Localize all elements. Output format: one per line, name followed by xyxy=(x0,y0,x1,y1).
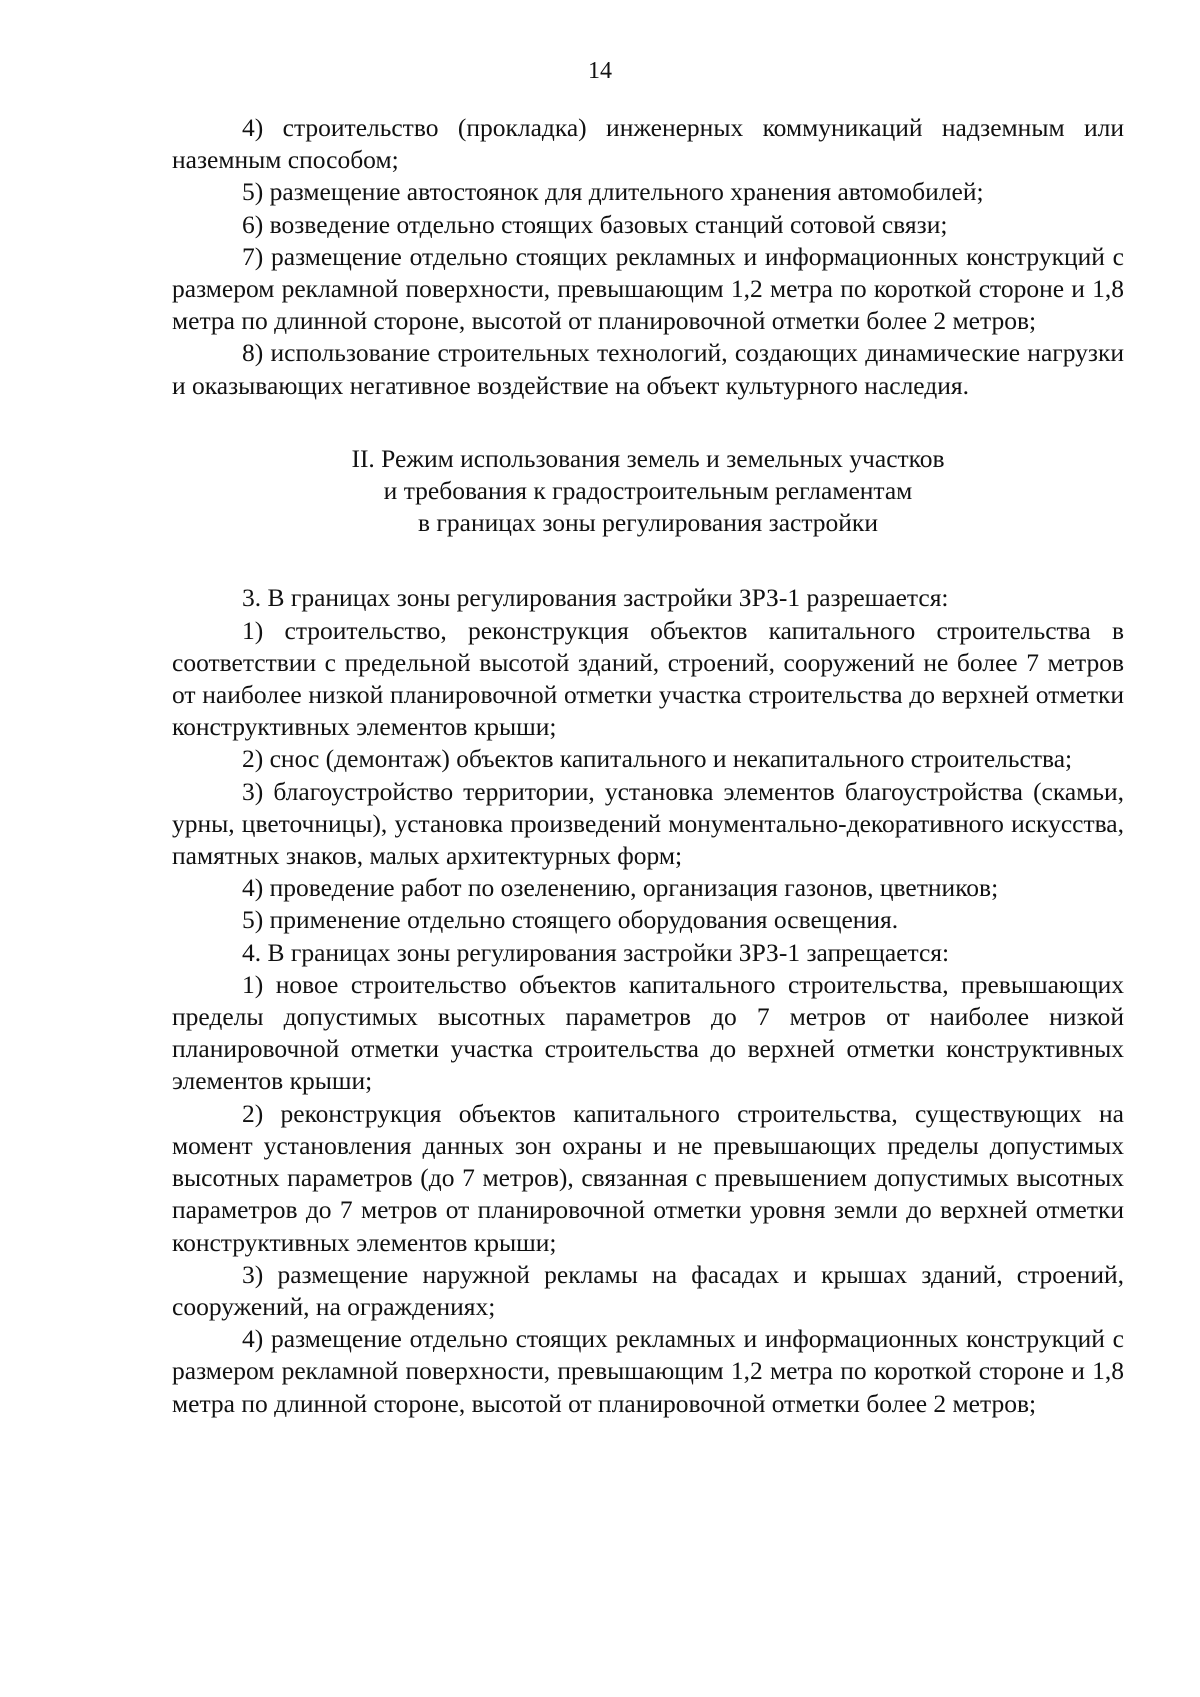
section-heading-line: в границах зоны регулирования застройки xyxy=(418,508,878,538)
paragraph: 2) реконструкция объектов капитального строительства, существующих на момент установления данных зон охраны и не превышающих пределы допустимых высотных параметров (до 7 метров), связанная с превышением допустимых высотных параметров до 7 метров от планировочной отметки уровня земли до верхней отметки конструктивных элементов крыши; xyxy=(172,1098,1124,1257)
paragraph: 3) размещение наружной рекламы на фасадах и крышах зданий, строений, сооружений, на ограждениях; xyxy=(172,1259,1124,1321)
paragraph: 3) благоустройство территории, установка элементов благоустройства (скамьи, урны, цветочницы), установка произведений монументально-декоративного искусства, памятных знаков, малых архитектурных форм; xyxy=(172,776,1124,871)
paragraph: 4) размещение отдельно стоящих рекламных и информационных конструкций с размером рекламной поверхности, превышающим 1,2 метра по короткой стороне и 1,8 метра по длинной стороне, высотой от планировочной отметки более 2 метров; xyxy=(172,1324,1124,1418)
paragraph: 3. В границах зоны регулирования застройки ЗРЗ-1 разрешается: xyxy=(242,583,949,613)
section-heading-line: и требования к градостроительным регламентам xyxy=(383,476,913,506)
page-number: 14 xyxy=(588,58,612,84)
section-heading xyxy=(172,443,1124,540)
section-heading-line: II. Режим использования земель и земельных участков xyxy=(351,443,945,473)
paragraph: 5) размещение автостоянок для длительного хранения автомобилей; xyxy=(242,177,984,207)
paragraph: 1) новое строительство объектов капитального строительства, превышающих пределы допустимых высотных параметров до 7 метров от наиболее низкой планировочной отметки участка строительства до верхней отметки конструктивных элементов крыши; xyxy=(172,969,1124,1096)
paragraph: 4) проведение работ по озеленению, организация газонов, цветников; xyxy=(242,873,999,903)
paragraph: 5) применение отдельно стоящего оборудования освещения. xyxy=(242,905,899,935)
paragraph: 8) использование строительных технологий, создающих динамические нагрузки и оказывающих негативное воздействие на объект культурного наследия. xyxy=(172,338,1124,400)
paragraph: 2) снос (демонтаж) объектов капитального и некапитального строительства; xyxy=(242,744,1073,774)
paragraph: 6) возведение отдельно стоящих базовых станций сотовой связи; xyxy=(242,209,948,239)
document-body xyxy=(172,112,1124,1420)
paragraph: 1) строительство, реконструкция объектов капитального строительства в соответствии с предельной высотой зданий, строений, сооружений не более 7 метров от наиболее низкой планировочной отметки участка строительства до верхней отметки конструктивных элементов крыши; xyxy=(172,615,1124,742)
paragraph: 4) строительство (прокладка) инженерных коммуникаций надземным или наземным способом; xyxy=(172,113,1124,175)
paragraph: 7) размещение отдельно стоящих рекламных и информационных конструкций с размером рекламной поверхности, превышающим 1,2 метра по короткой стороне и 1,8 метра по длинной стороне, высотой от планировочной отметки более 2 метров; xyxy=(172,241,1124,336)
paragraph: 4. В границах зоны регулирования застройки ЗРЗ-1 запрещается: xyxy=(242,937,950,967)
